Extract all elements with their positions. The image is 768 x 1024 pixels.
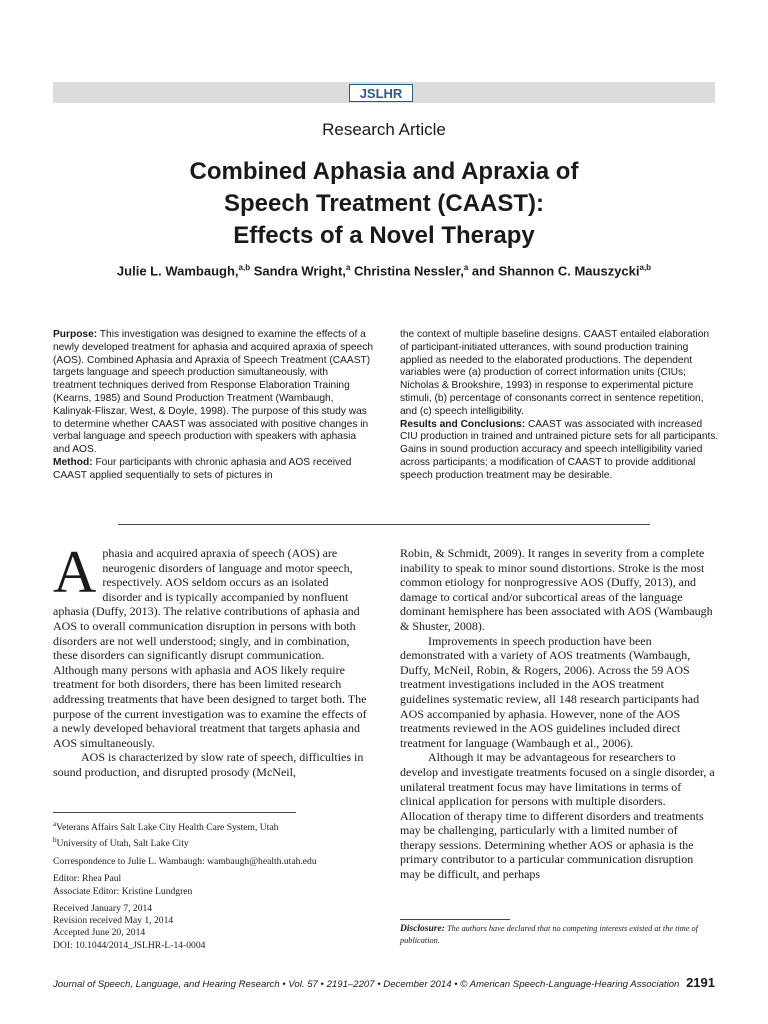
- footnotes: [53, 818, 373, 952]
- disclosure-text: The authors have declared that no competing interests existed at the time of publication.: [400, 924, 698, 945]
- body-paragraph-text: phasia and acquired apraxia of speech (AOS) are neurogenic disorders of language and motor speech, respectively. AOS seldom occurs as an isolated disorder and is typically accompanied by nonfluent aphasia (Duffy, 2013). The relative contributions of aphasia and AOS to overall communication disruption in persons with both disorders are not well understood; singly, and in combination, these disorders can significantly disrupt communication. Although many persons with aphasia and AOS likely require treatment for both disorders, there has been limited research addressing treatments that have been designed to target both. The purpose of the current investigation was to examine the effects of a newly developed behavioral treatment that targets aphasia and AOS simultaneously.: [53, 546, 367, 750]
- title-line: Effects of a Novel Therapy: [233, 222, 535, 249]
- abstract-method-text: Four participants with chronic aphasia and AOS received CAAST applied sequentially to sets of pictures in: [53, 456, 352, 481]
- journal-badge: JSLHR: [349, 84, 413, 102]
- doi: DOI: 10.1044/2014_JSLHR-L-14-0004: [53, 939, 206, 951]
- abstract-method-continued: the context of multiple baseline designs. CAAST entailed elaboration of participant-initiated utterances, with sound production training applied as needed to the elaborated productions. The dependent variables were (a) production of correct information units (CIUs; Nicholas & Brookshire, 1993) in response to experimental picture stimuli, (b) percentage of consonants correct in sentence repetition, and (c) speech intelligibility.: [400, 329, 710, 417]
- body-column-left: [53, 539, 369, 780]
- footer-citation: Journal of Speech, Language, and Hearing Research • Vol. 57 • 2191–2207 • December 2014 • © American Speech-Language-Hearing Association: [53, 979, 680, 990]
- title-line: Speech Treatment (CAAST):: [223, 190, 545, 217]
- affiliation-mark: a: [53, 820, 57, 828]
- body-column-right: [400, 546, 716, 882]
- author-affiliation: a,b: [639, 263, 652, 272]
- abstract-results-label: Results and Conclusions:: [400, 418, 526, 430]
- author-name: Julie L. Wambaugh,: [116, 263, 239, 279]
- page-footer: [53, 979, 715, 990]
- body-paragraph: Robin, & Schmidt, 2009). It ranges in severity from a complete inability to speak to minor sound distortions. Stroke is the most common etiology for nonprogressive AOS (Duffy, 2013), and damage to cortical and/or subcortical areas of the language dominant hemisphere has been associated with AOS (Wambaugh & Shuster, 2008).: [400, 546, 713, 633]
- disclosure: [400, 923, 716, 946]
- abstract-method-label: Method:: [53, 456, 93, 468]
- abstract-results-text: CAAST was associated with increased CIU production in trained and untrained picture sets for all participants. Gains in sound production accuracy and speech intelligibility varied across participants; a modification of CAAST to provide additional speech production treatment may be desirable.: [400, 418, 719, 481]
- author-affiliation: a,b: [238, 263, 251, 272]
- abstract-column-left: [53, 329, 373, 483]
- body-paragraph: Although it may be advantageous for researchers to develop and investigate treatments focused on a single disorder, a unilateral treatment focus may have limitations in terms of clinical application for persons with multiple disorders. Allocation of therapy time to different disorders and treatments may be challenging, particularly with a limited number of therapy sessions. Determining whether AOS or aphasia is the primary contributor to a particular communication disruption may be difficult, and perhaps: [400, 750, 715, 882]
- disclosure-label: Disclosure:: [400, 924, 445, 934]
- abstract-results: [400, 419, 720, 483]
- received-date: Received January 7, 2014: [53, 902, 153, 914]
- section-divider: [118, 524, 650, 525]
- abstract-purpose-label: Purpose:: [53, 329, 98, 340]
- abstract-purpose-text: This investigation was designed to examine the effects of a newly developed treatment for aphasia and acquired apraxia of speech (AOS). Combined Aphasia and Apraxia of Speech Treatment (CAAST) targets language and speech production simultaneously, with treatment techniques derived from Response Elaboration Training (Kearns, 1985) and Sound Production Treatment (Wambaugh, Kalinyak-Fliszar, West, & Doyle, 1998). The purpose of this study was to determine whether CAAST was associated with positive changes in verbal language and speech production with speakers with aphasia and AOS.: [53, 329, 373, 456]
- accepted-date: Accepted June 20, 2014: [53, 927, 146, 939]
- author-name: Sandra Wright,: [253, 263, 346, 279]
- associate-editor: Associate Editor: Kristine Lundgren: [53, 885, 193, 897]
- affiliation-b: [53, 834, 373, 850]
- author-name: and Shannon C. Mauszycki: [471, 263, 640, 279]
- correspondence: Correspondence to Julie L. Wambaugh: wambaugh@health.utah.edu: [53, 855, 317, 867]
- abstract-purpose: [53, 329, 373, 457]
- article-title: [0, 156, 768, 252]
- abstract-method: [53, 457, 373, 483]
- footnote-divider: [53, 812, 296, 813]
- body-paragraph: [53, 539, 369, 750]
- affiliation-mark: b: [53, 836, 57, 845]
- author-affiliation: a: [463, 263, 469, 272]
- body-paragraph: AOS is characterized by slow rate of speech, difficulties in sound production, and disrupted prosody (McNeil,: [53, 750, 364, 779]
- affiliation-text: University of Utah, Salt Lake City: [56, 838, 189, 850]
- editor: Editor: Rhea Paul: [53, 873, 122, 885]
- abstract-column-right: [400, 329, 720, 483]
- affiliation-a: [53, 818, 373, 834]
- author-affiliation: a: [345, 263, 351, 272]
- body-paragraph: Improvements in speech production have been demonstrated with a variety of AOS treatments (Wambaugh, Duffy, McNeil, Robin, & Rogers, 2006). Across the 59 AOS treatment investigations included in the AOS treatment guidelines systematic review, all 148 research participants had AOS accompanied by aphasia. However, none of the AOS treatments reviewed in the AOS guidelines included direct treatment for language (Wambaugh et al., 2006).: [400, 633, 700, 750]
- title-line: Combined Aphasia and Apraxia of: [189, 158, 579, 185]
- drop-cap: A: [53, 539, 97, 605]
- affiliation-text: Veterans Affairs Salt Lake City Health Care System, Utah: [56, 822, 279, 834]
- article-type: Research Article: [322, 120, 446, 139]
- page-number: 2191: [686, 975, 715, 990]
- revision-date: Revision received May 1, 2014: [53, 915, 174, 927]
- author-name: Christina Nessler,: [354, 263, 464, 279]
- author-list: [0, 263, 768, 278]
- disclosure-divider: [400, 919, 510, 920]
